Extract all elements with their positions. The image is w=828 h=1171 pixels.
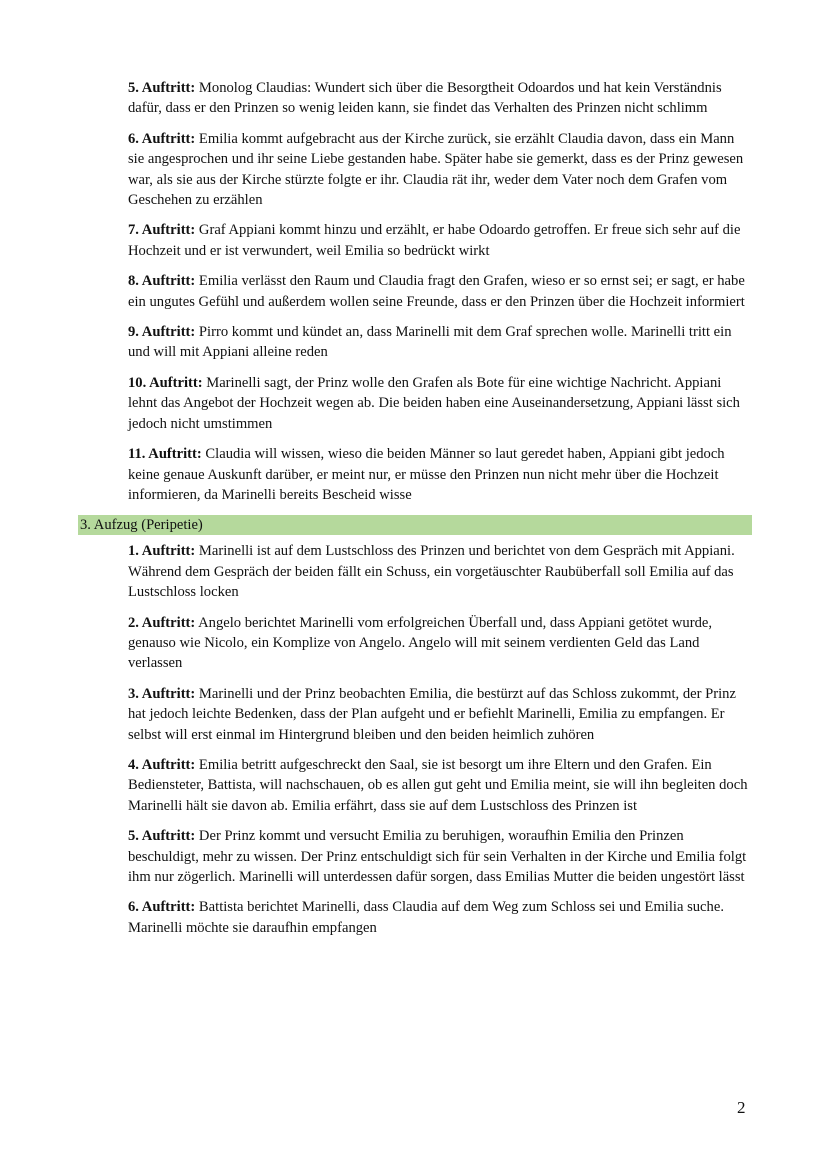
scene-label: 6. Auftritt:	[128, 899, 196, 916]
scene-entry-2-10	[78, 373, 752, 434]
scene-text: Emilia betritt aufgeschreckt den Saal, sie ist besorgt um ihre Eltern und den Grafen. Ein Bediensteter, Battista, will nachschauen, ob es allen gut geht und Emilia meint, sie will ihn begleiten doch Marinelli hält sie davon ab. Emilia erfährt, dass sie auf dem Lustschloss des Prinzen ist	[128, 756, 748, 814]
scene-text: Battista berichtet Marinelli, dass Claudia auf dem Weg zum Schloss sei und Emilia suche. Marinelli möchte sie daraufhin empfangen	[128, 899, 724, 936]
scene-entry-2-11	[78, 444, 752, 505]
scene-text: Marinelli und der Prinz beobachten Emilia, die bestürzt auf das Schloss zukommt, der Prinz hat jedoch leichte Bedenken, dass der Plan aufgeht und er befiehlt Marinelli, Emilia zu empfangen. Er selbst will erst einmal im Hintergrund bleiben und den beiden heimlich zuhören	[128, 685, 736, 743]
scene-entry-3-1	[78, 541, 752, 602]
scene-text: Monolog Claudias: Wundert sich über die Besorgtheit Odoardos und hat kein Verständnis dafür, dass er den Prinzen so wenig leiden kann, sie findet das Verhalten des Prinzen nicht schlimm	[128, 80, 722, 117]
scene-label: 11. Auftritt:	[128, 446, 202, 463]
scene-label: 1. Auftritt:	[128, 543, 196, 560]
scene-label: 2. Auftritt:	[128, 614, 196, 631]
scene-entry-3-2	[78, 613, 752, 674]
scene-label: 5. Auftritt:	[128, 828, 196, 845]
document-body	[78, 78, 752, 948]
scene-text: Graf Appiani kommt hinzu und erzählt, er habe Odoardo getroffen. Er freue sich sehr auf die Hochzeit und er ist verwundert, weil Emilia so bedrückt wirkt	[128, 222, 741, 259]
scene-entry-3-5	[78, 826, 752, 887]
scene-text: Emilia verlässt den Raum und Claudia fragt den Grafen, wieso er so ernst sei; er sagt, er habe ein ungutes Gefühl und außerdem wollen seine Freunde, dass er den Prinzen über die Hochzeit informiert	[128, 273, 745, 310]
page-number: 2	[737, 1098, 746, 1117]
scene-text: Der Prinz kommt und versucht Emilia zu beruhigen, woraufhin Emilia den Prinzen beschuldigt, mehr zu wissen. Der Prinz entschuldigt sich für sein Verhalten in der Kirche und Emilia folgt ihm nur zögerlich. Marinelli will unterdessen dafür sorgen, dass Emilias Mutter die beiden ungestört lässt	[128, 828, 747, 885]
scene-text: Claudia will wissen, wieso die beiden Männer so laut geredet haben, Appiani gibt jedoch keine genaue Auskunft darüber, er meint nur, er müsse den Prinzen nun nicht mehr über die Hochzeit informieren, da Marinelli bereits Bescheid wisse	[128, 446, 725, 503]
scene-entry-3-6	[78, 897, 752, 938]
scene-text: Pirro kommt und kündet an, dass Marinelli mit dem Graf sprechen wolle. Marinelli tritt ein und will mit Appiani alleine reden	[128, 324, 732, 361]
scene-label: 5. Auftritt:	[128, 80, 196, 96]
scene-text: Angelo berichtet Marinelli vom erfolgreichen Überfall und, dass Appiani getötet wurde, genauso wie Nicolo, ein Komplize von Angelo. Angelo will mit seinem verdienten Geld das Land verlassen	[128, 614, 712, 672]
scene-label: 9. Auftritt:	[128, 324, 196, 341]
scene-text: Marinelli ist auf dem Lustschloss des Prinzen und berichtet von dem Gespräch mit Appiani. Während dem Gespräch der beiden fällt ein Schuss, ein vorgetäuschter Raubüberfall soll Emilia auf das Lustschloss locken	[128, 543, 735, 601]
scene-label: 6. Auftritt:	[128, 130, 196, 147]
scene-label: 7. Auftritt:	[128, 222, 196, 239]
scene-entry-3-4	[78, 755, 752, 816]
scene-entry-3-3	[78, 684, 752, 745]
scene-entry-2-5	[78, 78, 752, 119]
scene-text: Marinelli sagt, der Prinz wolle den Grafen als Bote für eine wichtige Nachricht. Appiani lehnt das Angebot der Hochzeit wegen ab. Die beiden haben eine Auseinandersetzung, Appiani lässt sich jedoch nicht umstimmen	[128, 374, 740, 432]
scene-entry-2-7	[78, 220, 752, 261]
scene-entry-2-9	[78, 322, 752, 363]
scene-label: 3. Auftritt:	[128, 685, 196, 702]
scene-entry-2-6	[78, 129, 752, 211]
scene-label: 4. Auftritt:	[128, 756, 196, 773]
scene-label: 8. Auftritt:	[128, 273, 196, 290]
scene-entry-2-8	[78, 271, 752, 312]
scene-text: Emilia kommt aufgebracht aus der Kirche zurück, sie erzählt Claudia davon, dass ein Mann sie angesprochen und ihr seine Liebe gestanden habe. Später habe sie gemerkt, dass es der Prinz gewesen war, als sie aus der Kirche stürzte folgte er ihr. Claudia rät ihr, weder dem Vater noch dem Grafen vom Geschehen zu erzählen	[128, 130, 744, 209]
scene-label: 10. Auftritt:	[128, 374, 203, 391]
section-heading: 3. Aufzug (Peripetie)	[78, 515, 752, 535]
